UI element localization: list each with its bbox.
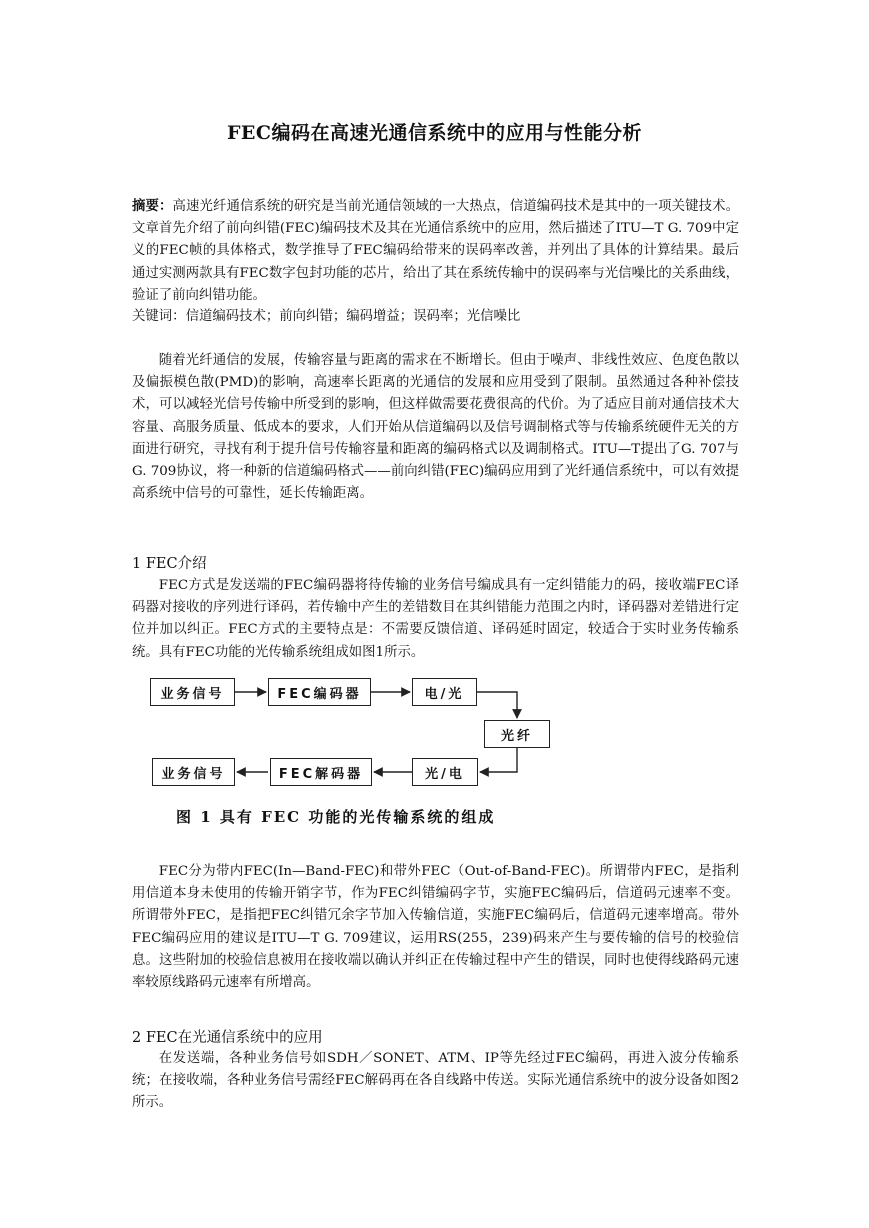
box-fec-decoder: FEC解码器 — [270, 758, 372, 786]
abstract-text: 高速光纤通信系统的研究是当前光通信领域的一大热点，信道编码技术是其中的一项关键技术。文章首先介绍了前向纠错(FEC)编码技术及其在光通信系统中的应用，然后描述了ITU—T G. 709中定义的FEC帧的具体格式，数学推导了FEC编码给带来的误码率改善，并列出了具体的计算结果。最后通过实测两款具有FEC数字包封功能的芯片，给出了其在系统传输中的误码率与光信噪比的关系曲线，验证了前向纠错功能。 — [132, 199, 740, 303]
figure-1-caption: 图 1 具有 FEC 功能的光传输系统的组成 — [176, 808, 496, 826]
section-2-heading: 2 FEC在光通信系统中的应用 — [132, 1030, 323, 1046]
paper-title: FEC编码在高速光通信系统中的应用与性能分析 — [226, 122, 643, 144]
intro-paragraph: 随着光纤通信的发展，传输容量与距离的需求在不断增长。但由于噪声、非线性效应、色度色散以及偏振模色散(PMD)的影响，高速率长距离的光通信的发展和应用受到了限制。虽然通过各种补偿技术，可以减轻光信号传输中所受到的影响，但这样做需要花费很高的代价。为了适应目前对通信技术大容量、高服务质量、低成本的要求，人们开始从信道编码以及信号调制格式等与传输系统硬件无关的方面进行研究，寻找有利于提升信号传输容量和距离的编码格式以及调制格式。ITU—T提出了G. 707与G. 709协议，将一种新的信道编码格式——前向纠错(FEC)编码应用到了光纤通信系统中，可以有效提高系统中信号的可靠性，延长传输距离。 — [132, 353, 739, 502]
arrow-eo-to-fiber — [477, 692, 517, 718]
box-fec-encoder: FEC编码器 — [268, 678, 371, 706]
section-2-paragraph: 在发送端，各种业务信号如SDH／SONET、ATM、IP等先经过FEC编码，再进入波分传输系统；在接收端，各种业务信号需经FEC解码再在各自线路中传送。实际光通信系统中的波分设备如图2所示。 — [132, 1051, 739, 1111]
arrow-fiber-to-oe — [480, 748, 517, 772]
fec-types-paragraph: FEC分为带内FEC(In—Band-FEC)和带外FEC（Out-of-Band-FEC)。所谓带内FEC，是指利用信道本身未使用的传输开销字节，作为FEC纠错编码字节，实施FEC编码后，信道码元速率不变。所谓带外FEC，是指把FEC纠错冗余字节加入传输信道，实施FEC编码后，信道码元速率增高。带外FEC编码应用的建议是ITU—T G. 709建议，运用RS(255，239)码来产生与要传输的信号的校验信息。这些附加的校验信息被用在接收端以确认并纠正在传输过程中产生的错误，同时也使得线路码元速率较原线路码元速率有所增高。 — [132, 864, 739, 991]
keywords-text: 信道编码技术；前向纠错；编码增益；误码率；光信噪比 — [185, 309, 521, 324]
abstract — [132, 196, 739, 307]
keywords-label: 关键词： — [132, 309, 186, 324]
section-1-heading: 1 FEC介绍 — [132, 556, 207, 572]
box-optical-fiber: 光纤 — [484, 720, 550, 748]
box-electrical-optical: 电/光 — [412, 678, 477, 706]
keywords — [132, 306, 739, 328]
box-service-signal-in: 业务信号 — [150, 678, 235, 706]
abstract-label: 摘要： — [132, 199, 173, 214]
box-optical-electrical: 光/电 — [412, 758, 478, 786]
section-1-paragraph: FEC方式是发送端的FEC编码器将待传输的业务信号编成具有一定纠错能力的码，接收端FEC译码器对接收的序列进行译码，若传输中产生的差错数目在其纠错能力范围之内时，译码器对差错进行定位并加以纠正。FEC方式的主要特点是：不需要反馈信道、译码延时固定，较适合于实时业务传输系统。具有FEC功能的光传输系统组成如图1所示。 — [132, 578, 739, 660]
box-service-signal-out: 业务信号 — [152, 758, 235, 786]
